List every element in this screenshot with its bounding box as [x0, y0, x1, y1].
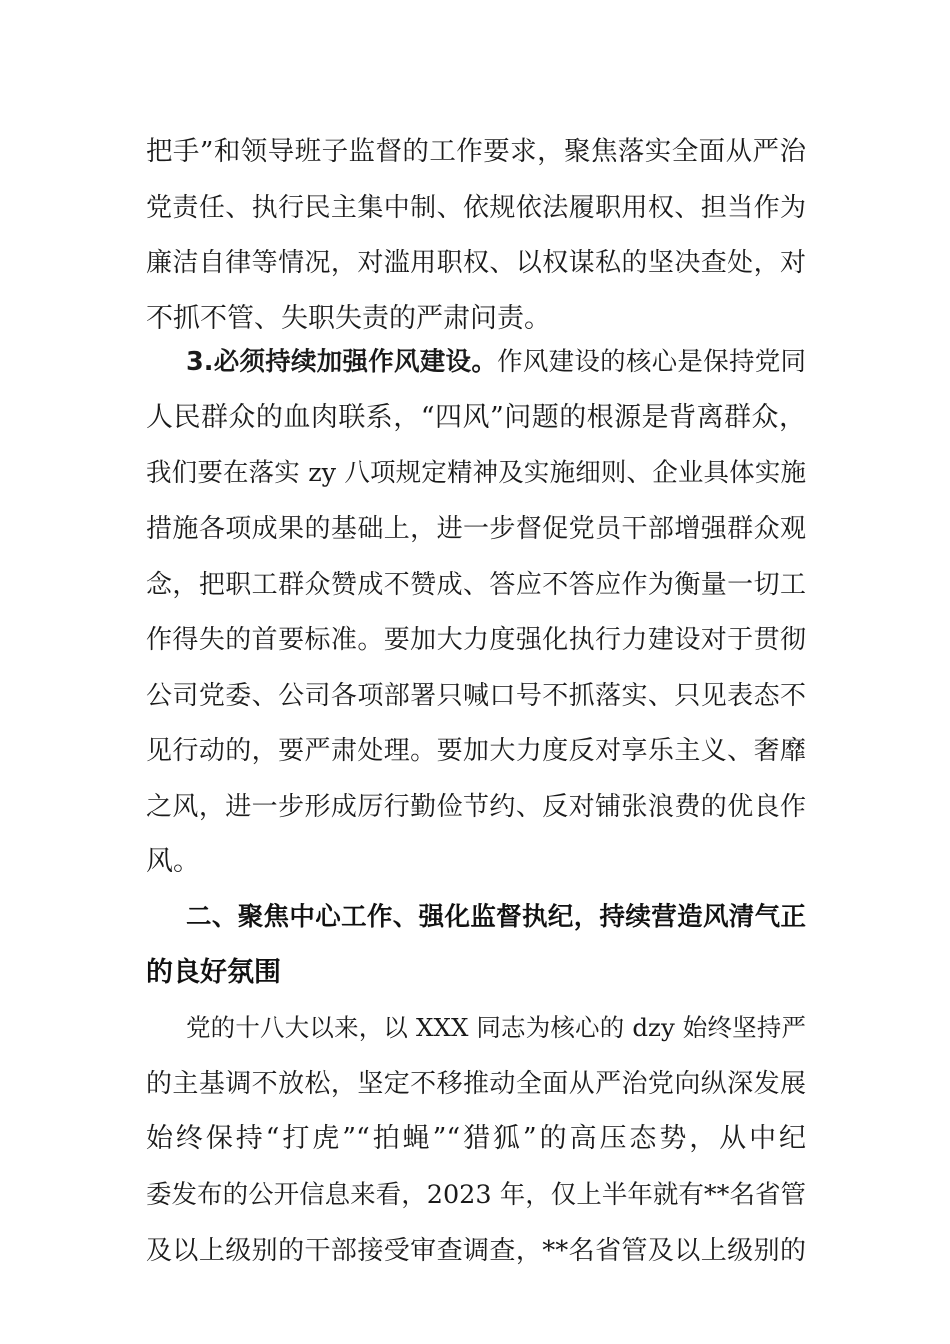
- section-heading-line-1: 二、聚焦中心工作、强化监督执纪，持续营造风清气正: [186, 902, 806, 932]
- para3-line-5: 及以上级别的干部接受审查调查，**名省管及以上级别的: [146, 1236, 806, 1266]
- para2-lead-heading: 3.必须持续加强作风建设。: [186, 347, 498, 377]
- para2-line-4: 措施各项成果的基础上，进一步督促党员干部增强群众观: [146, 514, 806, 544]
- section-heading-line-2: 的良好氛围: [146, 957, 281, 988]
- para1-line-4: 不抓不管、失职失责的严肃问责。: [146, 303, 551, 334]
- para2-line-10: 风。: [146, 846, 200, 877]
- para3-line-4: 委发布的公开信息来看，2023 年，仅上半年就有**名省管: [146, 1180, 806, 1210]
- para2-line-9: 之风，进一步形成厉行勤俭节约、反对铺张浪费的优良作: [146, 792, 806, 822]
- para1-line-3: 廉洁自律等情况，对滥用职权、以权谋私的坚决查处，对: [146, 248, 806, 278]
- para3-line-2: 的主基调不放松，坚定不移推动全面从严治党向纵深发展: [146, 1069, 806, 1099]
- para1-line-1: 把手”和领导班子监督的工作要求，聚焦落实全面从严治: [146, 136, 806, 167]
- para3-line-3: 始终保持“打虎”“拍蝇”“猎狐”的高压态势，从中纪: [146, 1123, 806, 1154]
- para2-first-rest: 作风建设的核心是保持党同: [497, 347, 806, 377]
- para1-line-2: 党责任、执行民主集中制、依规依法履职用权、担当作为: [146, 193, 806, 223]
- para2-line-5: 念，把职工群众赞成不赞成、答应不答应作为衡量一切工: [146, 570, 806, 600]
- para3-line-1: 党的十八大以来，以 XXX 同志为核心的 dzy 始终坚持严: [186, 1013, 806, 1042]
- para2-line-3: 我们要在落实 zy 八项规定精神及实施细则、企业具体实施: [146, 458, 806, 488]
- para2-line-1: [186, 342, 806, 382]
- para2-line-7: 公司党委、公司各项部署只喊口号不抓落实、只见表态不: [146, 681, 806, 711]
- para2-line-6: 作得失的首要标准。要加大力度强化执行力建设对于贯彻: [146, 625, 806, 655]
- para2-line-2: 人民群众的血肉联系，“四风”问题的根源是背离群众，: [146, 402, 806, 433]
- para2-line-8: 见行动的，要严肃处理。要加大力度反对享乐主义、奢靡: [146, 736, 806, 766]
